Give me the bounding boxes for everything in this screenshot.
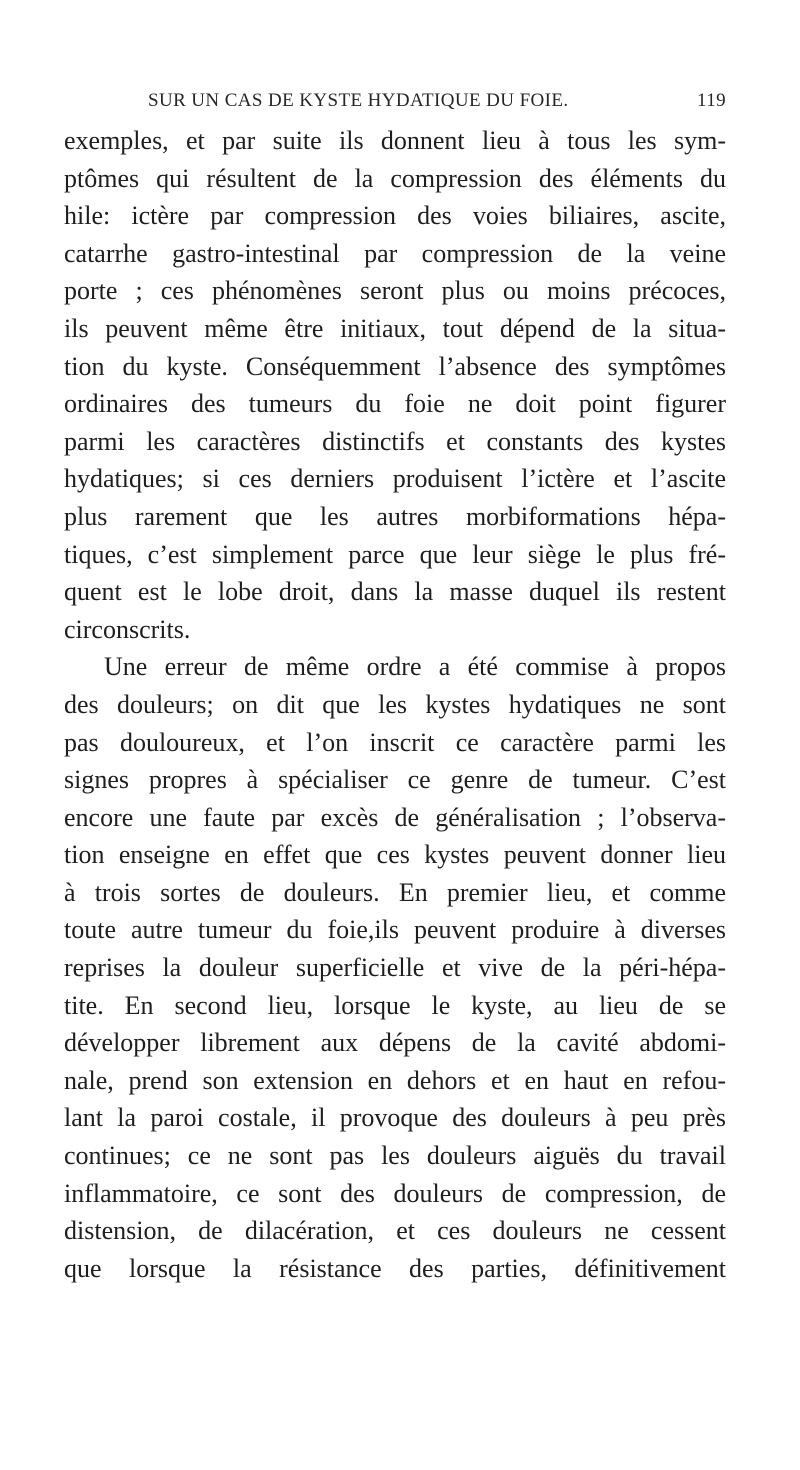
text-line: hile: ictère par compression des voies biliaires, ascite, bbox=[64, 201, 726, 231]
text-line: à trois sortes de douleurs. En premier lieu, et comme bbox=[64, 877, 726, 907]
paragraph-end-line: circonscrits. bbox=[64, 614, 191, 644]
text-line: tite. En second lieu, lorsque le kyste, au lieu de se bbox=[64, 990, 726, 1020]
text-line: tion du kyste. Conséquemment l’absence des symptômes bbox=[64, 351, 726, 381]
text-line: reprises la douleur superficielle et vive de la péri-hépa- bbox=[64, 953, 726, 983]
text-line: développer librement aux dépens de la cavité abdomi- bbox=[64, 1028, 726, 1058]
text-line: tiques, c’est simplement parce que leur siège le plus fré- bbox=[64, 539, 726, 569]
text-line: lant la paroi costale, il provoque des douleurs à peu près bbox=[64, 1103, 726, 1133]
text-line: catarrhe gastro-intestinal par compression de la veine bbox=[64, 238, 726, 268]
text-line: ordinaires des tumeurs du foie ne doit point figurer bbox=[64, 389, 726, 419]
text-line: porte ; ces phénomènes seront plus ou moins précoces, bbox=[64, 276, 726, 306]
text-line: plus rarement que les autres morbiformations hépa- bbox=[64, 501, 726, 531]
text-line: inflammatoire, ce sont des douleurs de compression, de bbox=[64, 1178, 726, 1208]
text-line: que lorsque la résistance des parties, définitivement bbox=[64, 1253, 726, 1283]
text-line: parmi les caractères distinctifs et constants des kystes bbox=[64, 426, 726, 456]
text-line: ils peuvent même être initiaux, tout dépend de la situa- bbox=[64, 313, 726, 343]
text-line: signes propres à spécialiser ce genre de tumeur. C’est bbox=[64, 765, 726, 795]
text-line: encore une faute par excès de généralisation ; l’observa- bbox=[64, 802, 726, 832]
text-line: hydatiques; si ces derniers produisent l’ictère et l’ascite bbox=[64, 464, 726, 494]
text-line: ptômes qui résultent de la compression des éléments du bbox=[64, 163, 726, 193]
text-line: pas douloureux, et l’on inscrit ce caractère parmi les bbox=[64, 727, 726, 757]
text-line: tion enseigne en effet que ces kystes peuvent donner lieu bbox=[64, 840, 726, 870]
body-text bbox=[64, 122, 726, 1287]
paragraph-start-line: Une erreur de même ordre a été commise à propos bbox=[104, 652, 726, 682]
text-line: quent est le lobe droit, dans la masse duquel ils restent bbox=[64, 577, 726, 607]
text-line: nale, prend son extension en dehors et en haut en refou- bbox=[64, 1065, 726, 1095]
running-head bbox=[148, 90, 726, 118]
running-title: SUR UN CAS DE KYSTE HYDATIQUE DU FOIE. bbox=[148, 90, 569, 111]
text-line: exemples, et par suite ils donnent lieu à tous les sym- bbox=[64, 126, 726, 155]
text-line: des douleurs; on dit que les kystes hydatiques ne sont bbox=[64, 689, 726, 719]
page-number: 119 bbox=[697, 90, 726, 111]
text-line: toute autre tumeur du foie,ils peuvent produire à diverses bbox=[64, 915, 726, 945]
text-line: distension, de dilacération, et ces douleurs ne cessent bbox=[64, 1216, 726, 1246]
text-line: continues; ce ne sont pas les douleurs aiguës du travail bbox=[64, 1141, 726, 1171]
